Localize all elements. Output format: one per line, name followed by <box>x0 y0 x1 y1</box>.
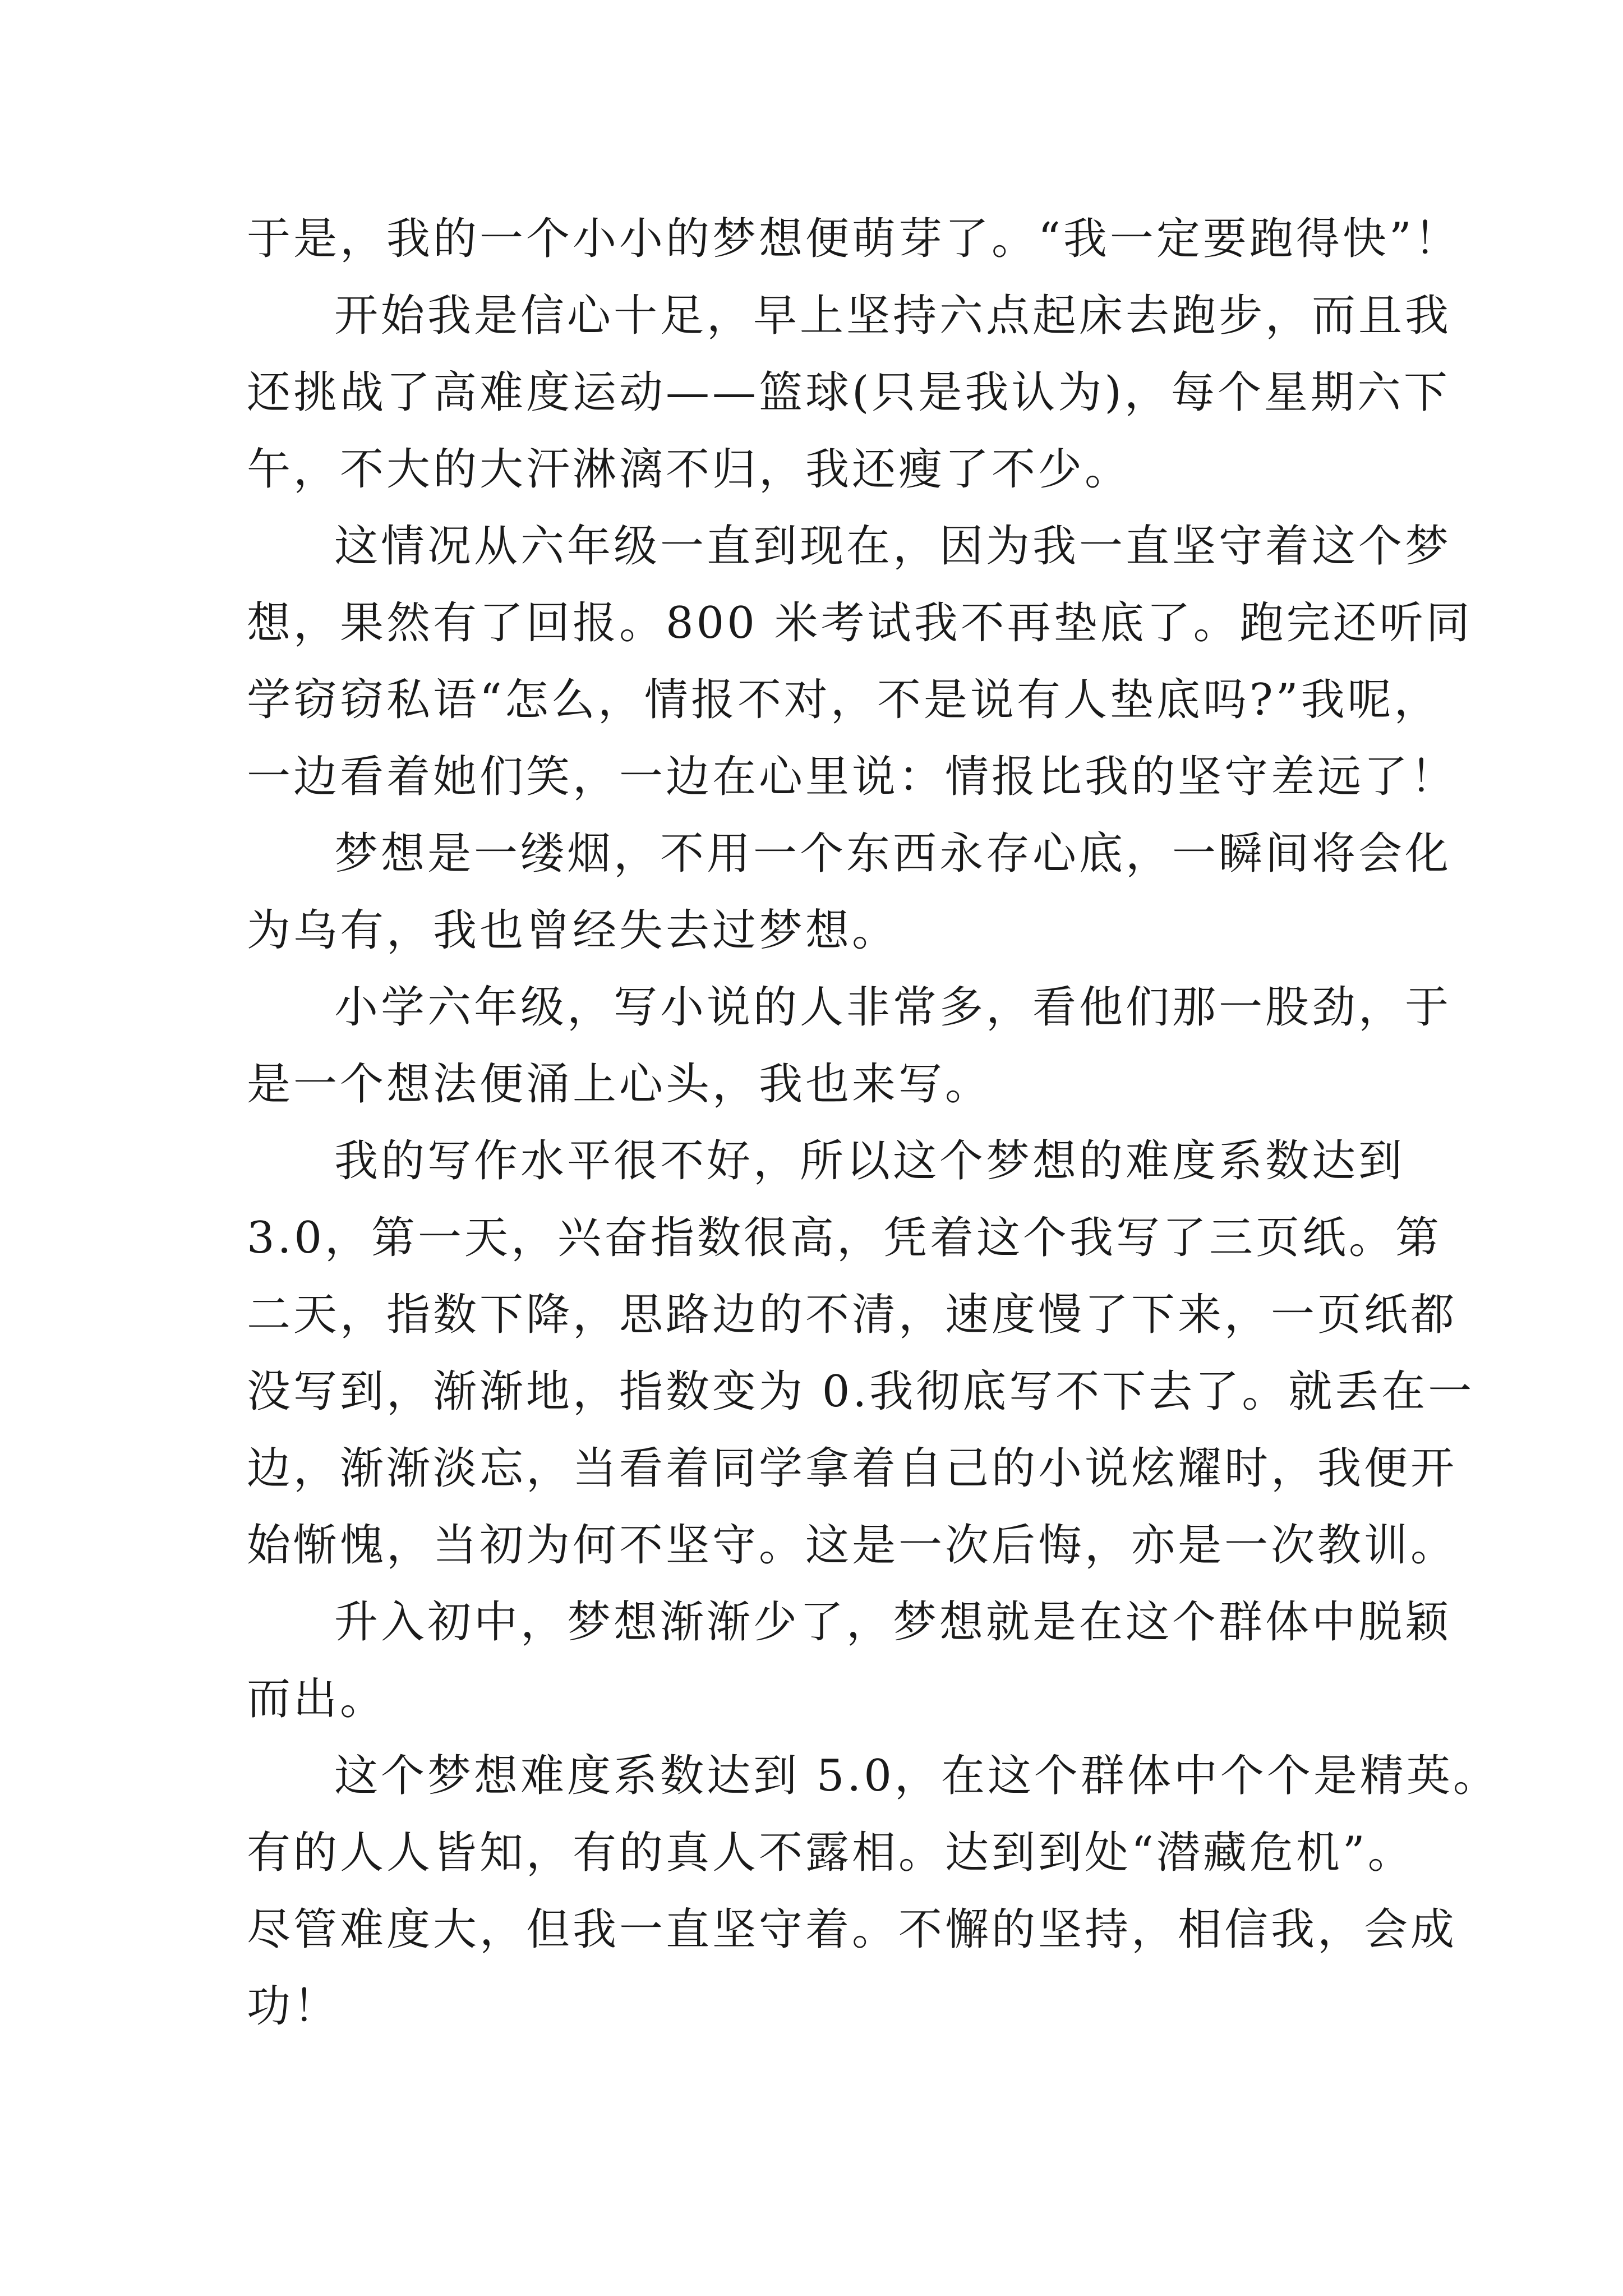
text-line: 想，果然有了回报。800 米考试我不再垫底了。跑完还听同 <box>247 598 1473 648</box>
text-line: 这情况从六年级一直到现在，因为我一直坚守着这个梦 <box>334 521 1452 572</box>
text-line: 还挑战了高难度运动——篮球(只是我认为)，每个星期六下 <box>247 367 1450 418</box>
text-line: 有的人人皆知，有的真人不露相。达到到处“潜藏危机”。 <box>247 1828 1414 1878</box>
text-line: 学窃窃私语“怎么，情报不对，不是说有人垫底吗?”我呢， <box>247 675 1441 725</box>
text-line: 尽管难度大，但我一直坚守着。不懈的坚持，相信我，会成 <box>247 1904 1458 1955</box>
text-line: 功！ <box>247 1981 340 2032</box>
text-line: 小学六年级，写小说的人非常多，看他们那一股劲，于 <box>334 982 1452 1033</box>
document-body <box>247 201 1500 2045</box>
text-line: 始惭愧，当初为何不坚守。这是一次后悔，亦是一次教训。 <box>247 1520 1458 1571</box>
text-line: 于是，我的一个小小的梦想便萌芽了。“我一定要跑得快”！ <box>247 214 1461 264</box>
text-line: 升入初中，梦想渐渐少了，梦想就是在这个群体中脱颖 <box>334 1597 1452 1648</box>
text-line: 二天，指数下降，思路边的不清，速度慢了下来，一页纸都 <box>247 1290 1458 1340</box>
text-line: 而出。 <box>247 1674 387 1724</box>
text-line: 这个梦想难度系数达到 5.0，在这个群体中个个是精英。 <box>334 1751 1500 1801</box>
text-line: 为乌有，我也曾经失去过梦想。 <box>247 905 899 956</box>
text-line: 3.0，第一天，兴奋指数很高，凭着这个我写了三页纸。第 <box>247 1213 1442 1263</box>
text-line: 开始我是信心十足，早上坚持六点起床去跑步，而且我 <box>334 291 1452 341</box>
text-line: 我的写作水平很不好，所以这个梦想的难度系数达到 <box>334 1136 1405 1186</box>
text-line: 没写到，渐渐地，指数变为 0.我彻底写不下去了。就丢在一 <box>247 1366 1475 1417</box>
text-line: 梦想是一缕烟，不用一个东西永存心底，一瞬间将会化 <box>334 829 1452 879</box>
text-line: 边，渐渐淡忘，当看着同学拿着自己的小说炫耀时，我便开 <box>247 1443 1458 1494</box>
text-line: 午，不大的大汗淋漓不归，我还瘦了不少。 <box>247 444 1132 495</box>
text-line: 一边看着她们笑，一边在心里说：情报比我的坚守差远了！ <box>247 752 1458 802</box>
text-line: 是一个想法便涌上心头，我也来写。 <box>247 1059 992 1110</box>
